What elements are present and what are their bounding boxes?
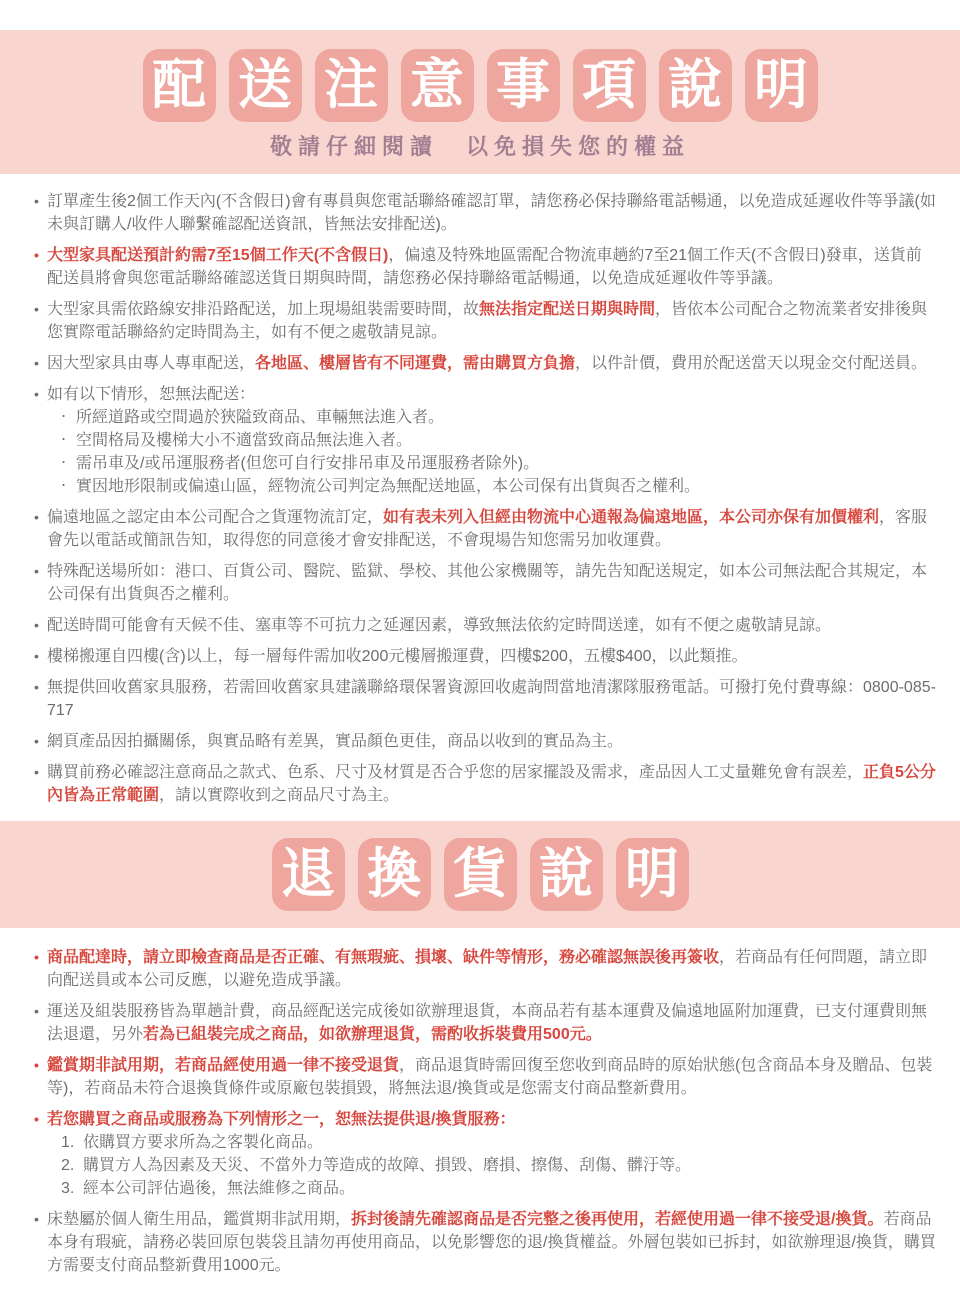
bullet-marker: • [34,563,39,579]
sub-item-text: 需吊車及/或吊運服務者(但您可自行安排吊車及吊運服務者除外)。 [76,455,540,472]
body-text: 特殊配送場所如：港口、百貨公司、醫院、監獄、學校、其他公家機關等，請先告知配送規定，如本公司無法配合其規定，本公司保有出貨與否之權利。 [47,563,928,603]
title-char-box: 意 [401,49,474,122]
bullet-text [47,1208,936,1277]
sub-item-marker: ‧ [61,455,67,472]
returns-title-banner [0,821,960,928]
highlighted-text: 若您購買之商品或服務為下列情形之一，恕無法提供退/換貨服務： [47,1111,516,1128]
bullet-item [34,244,936,290]
bullet-item [34,506,936,552]
sub-item-marker: ‧ [61,432,67,449]
sub-item-marker: ‧ [61,478,67,495]
title-char-box: 換 [358,838,431,911]
returns-title [0,838,960,911]
title-char-box: 說 [659,49,732,122]
bullet-item [34,298,936,344]
delivery-bullet-list [0,174,960,821]
highlighted-text: 拆封後請先確認商品是否完整之後再使用，若經使用過一律不接受退/換貨。 [351,1211,884,1228]
bullet-marker: • [34,1003,39,1019]
bullet-item [34,383,936,498]
bullet-item [34,190,936,236]
sub-item-text: 實因地形限制或偏遠山區，經物流公司判定為無配送地區，本公司保有出貨與否之權利。 [76,478,701,495]
sub-item [61,1131,936,1154]
body-text: 無提供回收舊家具服務，若需回收舊家具建議聯絡環保署資源回收處詢問當地清潔隊服務電話。可撥打免付費專線：0800-085-717 [47,679,936,719]
title-char-box: 明 [745,49,818,122]
body-text: ，若商品有任何問題，請立即向配送員或本公司反應，以避免造成爭議。 [47,949,928,989]
body-text: 訂單產生後2個工作天內(不含假日)會有專員與您電話聯絡確認訂單，請您務必保持聯絡電話暢通，以免造成延遲收件等爭議(如未與訂購人/收件人聯繫確認配送資訊，皆無法安排配送)。 [47,193,936,233]
bullet-marker: • [34,764,39,780]
body-text: ，偏遠及特殊地區需配合物流車趟約7至21個工作天(不含假日)發車，送貨前配送員將會與您電話聯絡確認送貨日期與時間，請您務必保持聯絡電話暢通，以免造成延遲收件等爭議。 [47,247,922,287]
sub-item [61,475,936,498]
body-text: ，客服會先以電話或簡訊告知，取得您的同意後才會安排配送，不會現場告知您需另加收運費。 [47,509,928,549]
sub-item-marker: ‧ [61,409,67,426]
sub-item [61,452,936,475]
bullet-item [34,560,936,606]
bullet-text [47,298,936,344]
body-text: ，皆依本公司配合之物流業者安排後與您實際電話聯絡約定時間為主，如有不便之處敬請見諒。 [47,301,928,341]
delivery-title [0,49,960,122]
bullet-marker: • [34,193,39,209]
title-char-box: 配 [143,49,216,122]
body-text: 網頁產品因拍攝關係，與實品略有差異，實品顏色更佳，商品以收到的實品為主。 [47,733,624,750]
delivery-notice-section [0,30,960,821]
sub-item-text: 空間格局及樓梯大小不適當致商品無法進入者。 [76,432,413,449]
sub-item-text: 購買方人為因素及天災、不當外力等造成的故障、損毀、磨損、擦傷、刮傷、髒汙等。 [83,1157,692,1174]
bullet-text [47,190,936,236]
highlighted-text: 正負5公分內皆為正常範圍 [47,764,936,804]
returns-bullet-list [0,928,960,1291]
highlighted-text: 如有表未列入但經由物流中心通報為偏遠地區，本公司亦保有加價權利 [383,509,880,526]
title-char-box: 注 [315,49,388,122]
title-char-box: 貨 [444,838,517,911]
sub-item [61,429,936,452]
highlighted-text: 商品配達時，請立即檢查商品是否正確、有無瑕疵、損壞、缺件等情形，務必確認無誤後再簽收 [47,949,720,966]
body-text: 因大型家具由專人專車配送， [47,355,256,372]
highlighted-text: 大型家具配送預計約需7至15個工作天(不含假日) [47,247,389,264]
bullet-text [47,383,936,498]
bullet-text [47,506,936,552]
body-text: ，以件計價，費用於配送當天以現金交付配送員。 [575,355,928,372]
highlighted-text: 若為已組裝完成之商品，如欲辦理退貨，需酌收拆裝費用500元。 [143,1026,602,1043]
title-char-box: 送 [229,49,302,122]
bullet-marker: • [34,648,39,664]
bullet-item [34,676,936,722]
bullet-marker: • [34,617,39,633]
body-text: 床墊屬於個人衛生用品，鑑賞期非試用期， [47,1211,352,1228]
body-text: 如有以下情形，恕無法配送： [47,386,256,403]
delivery-title-banner [0,30,960,174]
body-text: ，請以實際收到之商品尺寸為主。 [159,787,400,804]
returns-policy-section [0,821,960,1291]
bullet-marker: • [34,386,39,402]
bullet-item [34,352,936,375]
title-char-box: 說 [530,838,603,911]
bullet-text [47,244,936,290]
bullet-text [47,761,936,807]
bullet-text [47,560,936,606]
highlighted-text: 各地區、樓層皆有不同運費，需由購買方負擔 [255,355,576,372]
bullet-marker: • [34,1057,39,1073]
bullet-text [47,946,936,992]
body-text: ，商品退貨時需回復至您收到商品時的原始狀態(包含商品本身及贈品、包裝等)，若商品未符合退換貨條件或原廠包裝損毀，將無法退/換貨或是您需支付商品整新費用。 [47,1057,933,1097]
bullet-text [47,645,936,668]
bullet-text [47,352,936,375]
bullet-text [47,676,936,722]
body-text: 購買前務必確認注意商品之款式、色系、尺寸及材質是否合乎您的居家擺設及需求，產品因人工丈量難免會有誤差， [47,764,864,781]
title-char-box: 事 [487,49,560,122]
bullet-marker: • [34,509,39,525]
bullet-item [34,1208,936,1277]
bullet-marker: • [34,949,39,965]
sub-item-text: 依購買方要求所為之客製化商品。 [83,1134,324,1151]
sub-item-text: 所經道路或空間過於狹隘致商品、車輛無法進入者。 [76,409,445,426]
body-text: 偏遠地區之認定由本公司配合之貨運物流訂定， [47,509,384,526]
bullet-item [34,1054,936,1100]
highlighted-text: 鑑賞期非試用期，若商品經使用過一律不接受退貨 [47,1057,400,1074]
bullet-marker: • [34,355,39,371]
bullet-text [47,1108,936,1200]
sub-item-marker: 3. [61,1180,75,1197]
bullet-item [34,730,936,753]
sub-item [61,1177,936,1200]
title-char-box: 退 [272,838,345,911]
bullet-item [34,614,936,637]
bullet-item [34,645,936,668]
body-text: 運送及組裝服務皆為單趟計費，商品經配送完成後如欲辦理退貨，本商品若有基本運費及偏遠地區附加運費，已支付運費則無法退還，另外 [47,1003,928,1043]
body-text: 樓梯搬運自四樓(含)以上，每一層每件需加收200元樓層搬運費，四樓$200，五樓$400，以此類推。 [47,648,748,665]
body-text: 若商品本身有瑕疵，請務必裝回原包裝袋且請勿再使用商品，以免影響您的退/換貨權益。外層包裝如已拆封，如欲辦理退/換貨，購買方需要支付商品整新費用1000元。 [47,1211,936,1274]
bullet-text [47,1000,936,1046]
sub-item-marker: 1. [61,1134,75,1151]
bullet-item [34,1108,936,1200]
bullet-text [47,1054,936,1100]
title-char-box: 明 [616,838,689,911]
sub-item-text: 經本公司評估過後，無法維修之商品。 [83,1180,356,1197]
bullet-marker: • [34,247,39,263]
sub-item [61,1154,936,1177]
bullet-marker: • [34,301,39,317]
delivery-subtitle: 敬請仔細閱讀 以免損失您的權益 [269,134,690,159]
bullet-marker: • [34,733,39,749]
bullet-text [47,730,936,753]
title-char-box: 項 [573,49,646,122]
bullet-marker: • [34,679,39,695]
bullet-marker: • [34,1111,39,1127]
bullet-item [34,761,936,807]
highlighted-text: 無法指定配送日期與時間 [479,301,656,318]
bullet-marker: • [34,1211,39,1227]
body-text: 大型家具需依路線安排沿路配送，加上現場組裝需要時間，故 [47,301,480,318]
bullet-text [47,614,936,637]
bullet-item [34,1000,936,1046]
bullet-item [34,946,936,992]
body-text: 配送時間可能會有天候不佳、塞車等不可抗力之延遲因素，導致無法依約定時間送達，如有不便之處敬請見諒。 [47,617,832,634]
sub-item-marker: 2. [61,1157,75,1174]
sub-item [61,406,936,429]
